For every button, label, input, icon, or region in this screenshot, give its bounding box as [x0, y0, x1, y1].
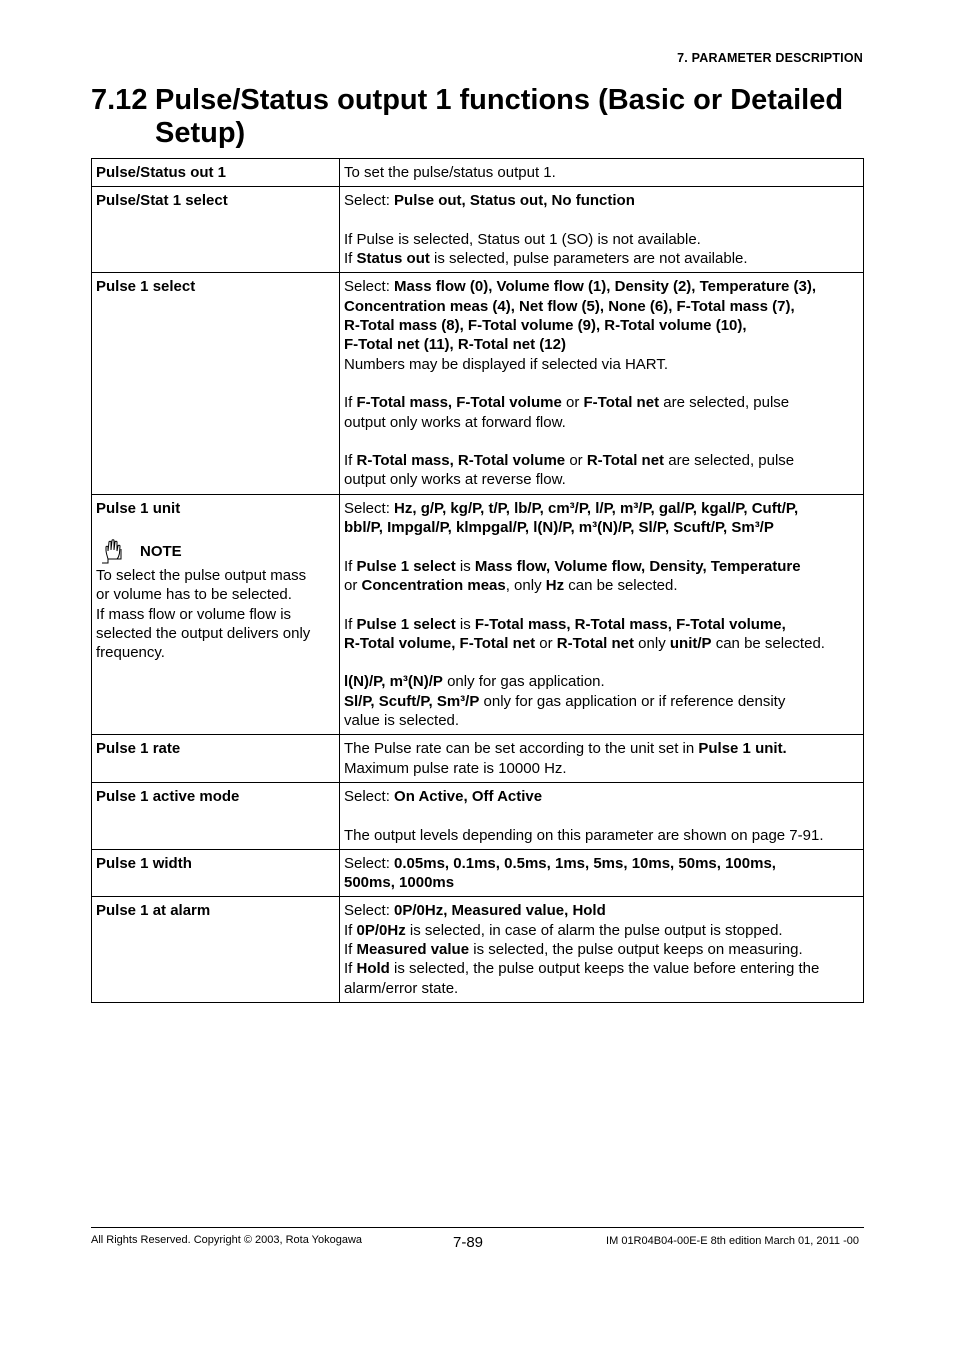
note-line: or volume has to be selected.: [96, 586, 292, 604]
text: can be selected.: [711, 634, 825, 652]
desc-line: [344, 739, 857, 758]
text: If: [344, 921, 357, 939]
desc-line: [344, 940, 857, 959]
param-name: Pulse/Stat 1 select: [92, 187, 340, 273]
note-text: [96, 566, 333, 662]
text-bold: Hold: [356, 960, 390, 978]
desc-line: Maximum pulse rate is 10000 Hz.: [344, 759, 567, 777]
select-options: Pulse out, Status out, No function: [394, 192, 635, 210]
param-name-cell: [92, 494, 340, 735]
select-line: [344, 191, 857, 210]
text: or: [565, 452, 587, 470]
select-options: Hz, g/P, kg/P, t/P, lb/P, cm³/P, l/P, m³/P, gal/P, kgal/P, Cuft/P,: [394, 499, 799, 517]
desc-line: Numbers may be displayed if selected via HART.: [344, 355, 669, 373]
desc-line: [344, 921, 857, 940]
text-bold: unit/P: [669, 634, 712, 652]
select-options: On Active, Off Active: [394, 787, 543, 805]
text-bold: F-Total net: [583, 394, 660, 412]
select-label: Select:: [344, 192, 395, 210]
select-line: [344, 499, 857, 518]
text: is: [455, 615, 475, 633]
hand-note-icon: [100, 539, 126, 565]
desc-line: If Pulse is selected, Status out 1 (SO) is not available.: [344, 230, 701, 248]
select-line: [344, 335, 857, 354]
footer-copyright: All Rights Reserved. Copyright © 2003, Rota Yokogawa: [91, 1234, 363, 1246]
desc-line: [344, 615, 857, 634]
text: If: [344, 452, 357, 470]
text-bold: F-Total mass, R-Total mass, F-Total volume,: [474, 615, 786, 633]
text: only for gas application or if reference density: [479, 692, 786, 710]
text-bold: l(N)/P, m³(N)/P: [344, 673, 443, 691]
select-label: Select:: [344, 902, 395, 920]
desc-line: value is selected.: [344, 712, 460, 730]
text-bold: Status out: [356, 250, 430, 268]
desc-line: [344, 451, 857, 470]
desc-line: [344, 692, 857, 711]
text: If: [344, 960, 357, 978]
desc-line: The output levels depending on this parameter are shown on page 7-91.: [344, 826, 824, 844]
text-bold: 0P/0Hz: [356, 921, 406, 939]
section-header: 7. PARAMETER DESCRIPTION: [677, 51, 863, 65]
text-bold: Hz: [545, 576, 565, 594]
text: The Pulse rate can be set according to the unit set in: [344, 740, 699, 758]
document-id: IM 01R04B04-00E-E 8th edition March 01, 2011 -00: [606, 1235, 859, 1247]
select-line: [344, 297, 857, 316]
note-line: selected the output delivers only: [96, 624, 311, 642]
note-line: If mass flow or volume flow is: [96, 605, 292, 623]
select-options: Mass flow (0), Volume flow (1), Density (2), Temperature (3),: [394, 278, 817, 296]
desc-line: [344, 576, 857, 595]
select-line: [344, 873, 857, 892]
select-options: 0.05ms, 0.1ms, 0.5ms, 1ms, 5ms, 10ms, 50ms, 100ms,: [394, 854, 776, 872]
text: is selected, the pulse output keeps on measuring.: [469, 940, 803, 958]
table-row: [92, 494, 864, 735]
select-options: Concentration meas (4), Net flow (5), None (6), F-Total mass (7),: [344, 297, 795, 315]
param-name: Pulse 1 unit: [96, 499, 181, 517]
select-label: Select:: [344, 787, 395, 805]
text: only for gas application.: [442, 673, 605, 691]
title-line-2: Setup): [155, 117, 246, 149]
param-name: Pulse 1 rate: [92, 735, 340, 783]
table-row: [92, 187, 864, 273]
select-line: [344, 277, 857, 296]
select-options: 0P/0Hz, Measured value, Hold: [394, 902, 606, 920]
text: is selected, in case of alarm the pulse output is stopped.: [405, 921, 783, 939]
desc-line: alarm/error state.: [344, 979, 459, 997]
table-row: [92, 735, 864, 783]
select-line: [344, 854, 857, 873]
text-bold: Sl/P, Scuft/P, Sm³/P: [344, 692, 480, 710]
note-line: frequency.: [96, 644, 165, 662]
text: If: [344, 557, 357, 575]
table-row: [92, 782, 864, 849]
param-name: Pulse 1 width: [92, 849, 340, 897]
title-line-1: Pulse/Status output 1 functions (Basic or Detailed: [155, 84, 844, 116]
text: only: [634, 634, 670, 652]
table-row: [92, 273, 864, 494]
text-bold: R-Total mass, R-Total volume: [356, 452, 566, 470]
desc-line: output only works at forward flow.: [344, 413, 566, 431]
text-bold: R-Total net: [586, 452, 665, 470]
select-options: bbl/P, Impgal/P, klmpgal/P, l(N)/P, m³(N)/P, Sl/P, Scuft/P, Sm³/P: [344, 519, 774, 537]
text-bold: R-Total net: [556, 634, 635, 652]
text: If: [344, 940, 357, 958]
text: If: [344, 250, 357, 268]
text: If: [344, 394, 357, 412]
select-line: [344, 518, 857, 537]
select-label: Select:: [344, 854, 395, 872]
text: are selected, pulse: [659, 394, 790, 412]
parameter-table: [91, 158, 864, 1003]
select-line: [344, 316, 857, 335]
select-label: Select:: [344, 278, 395, 296]
select-line: [344, 787, 857, 806]
select-options: 500ms, 1000ms: [344, 874, 455, 892]
text: are selected, pulse: [664, 452, 795, 470]
param-description: [340, 849, 864, 897]
desc-line: [344, 393, 857, 412]
param-description: [340, 735, 864, 783]
page-title: [91, 84, 871, 150]
desc-line: [344, 959, 857, 978]
select-line: [344, 901, 857, 920]
text: is selected, the pulse output keeps the value before entering the: [389, 960, 820, 978]
text: is: [455, 557, 475, 575]
text: , only: [505, 576, 546, 594]
table-row: [92, 849, 864, 897]
param-description: [340, 273, 864, 494]
param-name: Pulse 1 active mode: [92, 782, 340, 849]
param-description: [340, 187, 864, 273]
param-name: Pulse 1 select: [92, 273, 340, 494]
desc-line: output only works at reverse flow.: [344, 471, 566, 489]
desc-line: To set the pulse/status output 1.: [344, 164, 556, 181]
text: or: [344, 576, 362, 594]
desc-line: [344, 249, 857, 268]
text-bold: F-Total mass, F-Total volume: [356, 394, 562, 412]
select-options: F-Total net (11), R-Total net (12): [344, 336, 566, 354]
note-heading: [96, 538, 333, 566]
text-bold: Mass flow, Volume flow, Density, Temperature: [474, 557, 801, 575]
text: If: [344, 615, 357, 633]
page-number: 7-89: [453, 1234, 484, 1251]
desc-line: [344, 672, 857, 691]
text: can be selected.: [564, 576, 678, 594]
param-description: [340, 159, 864, 187]
table-row: [92, 897, 864, 1002]
text-bold: Pulse 1 select: [356, 557, 456, 575]
footer-divider: [91, 1227, 864, 1228]
select-label: Select:: [344, 499, 395, 517]
table-row: [92, 159, 864, 187]
note-title: NOTE: [140, 543, 182, 561]
text-bold: Concentration meas: [361, 576, 506, 594]
text: or: [561, 394, 584, 412]
desc-line: [344, 557, 857, 576]
text: or: [535, 634, 557, 652]
note-line: To select the pulse output mass: [96, 567, 307, 585]
section-number: 7.12: [91, 84, 148, 116]
param-description: [340, 494, 864, 735]
param-description: [340, 897, 864, 1002]
text-bold: Pulse 1 select: [356, 615, 456, 633]
param-name: Pulse 1 at alarm: [92, 897, 340, 1002]
text-bold: Pulse 1 unit.: [698, 740, 787, 758]
text-bold: R-Total volume, F-Total net: [344, 634, 536, 652]
param-description: [340, 782, 864, 849]
desc-line: [344, 634, 857, 653]
text-bold: Measured value: [356, 940, 470, 958]
param-name: Pulse/Status out 1: [92, 159, 340, 187]
text: is selected, pulse parameters are not available.: [429, 250, 748, 268]
select-options: R-Total mass (8), F-Total volume (9), R-Total volume (10),: [344, 317, 747, 335]
